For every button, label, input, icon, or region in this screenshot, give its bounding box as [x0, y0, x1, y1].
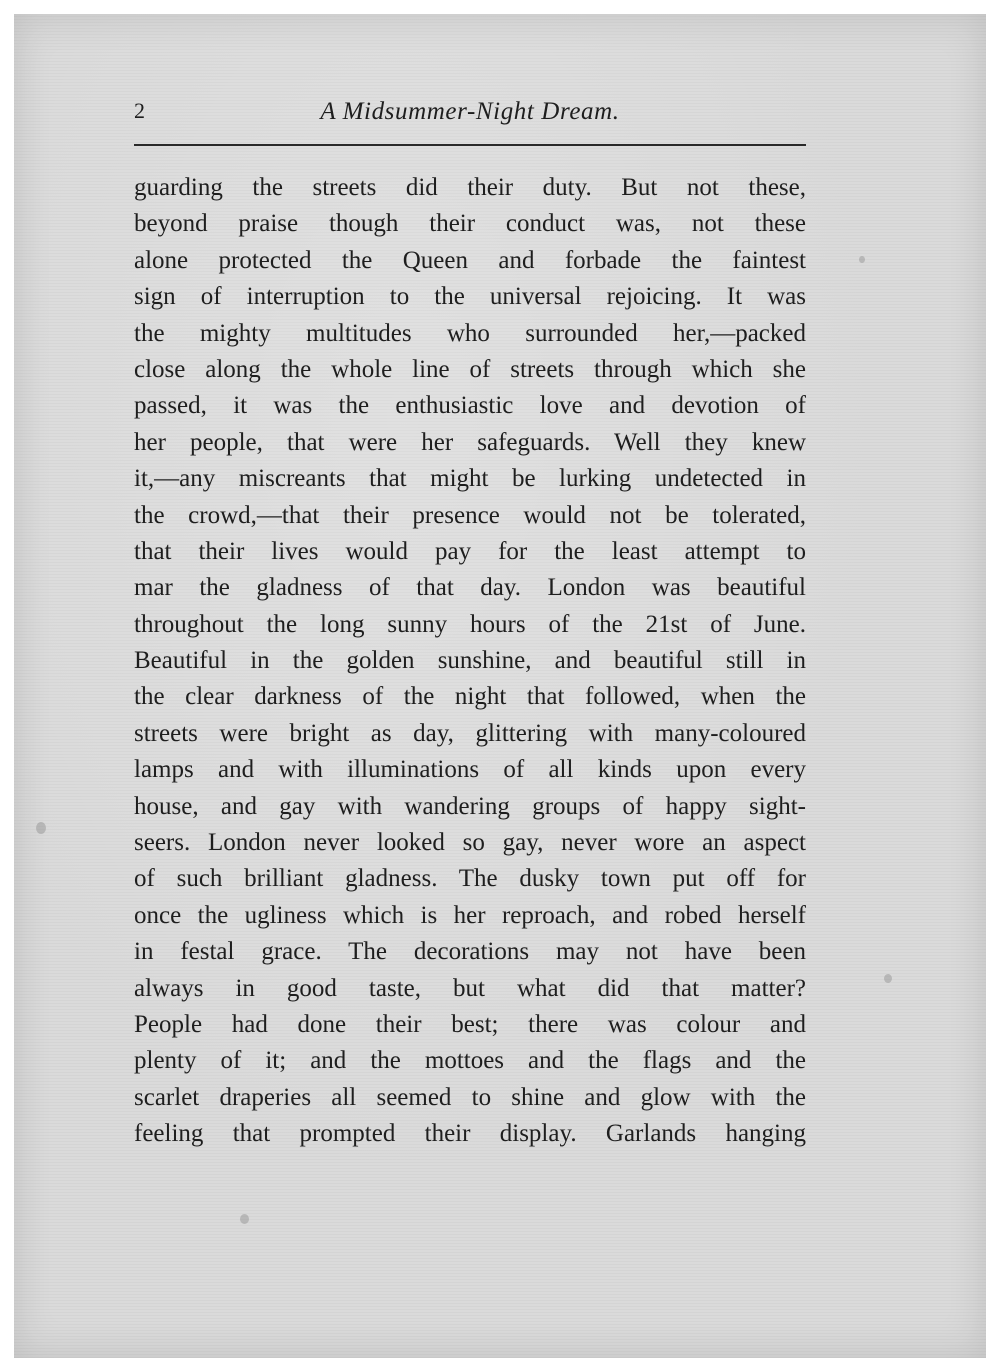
text-line: in festal grace. The decorations may not have been: [134, 938, 806, 966]
text-line: Beautiful in the golden sunshine, and beautiful still in: [134, 647, 806, 675]
text-line: always in good taste, but what did that matter?: [134, 974, 806, 1002]
text-line: of such brilliant gladness. The dusky town put off for: [134, 865, 806, 893]
text-line: People had done their best; there was colour and: [134, 1010, 806, 1038]
text-line: house, and gay with wandering groups of happy sight-: [134, 792, 806, 820]
page-header: [134, 98, 806, 134]
text-line: beyond praise though their conduct was, not these: [134, 210, 806, 238]
header-rule: [134, 144, 806, 146]
text-line: guarding the streets did their duty. But not these,: [134, 174, 806, 201]
text-line: passed, it was the enthusiastic love and devotion of: [134, 392, 806, 420]
text-line: the crowd,—that their presence would not be tolerated,: [134, 501, 806, 529]
text-line: her people, that were her safeguards. Well they knew: [134, 428, 806, 456]
paper-speck: [36, 822, 46, 834]
text-line: it,—any miscreants that might be lurking undetected in: [134, 465, 806, 493]
text-line: sign of interruption to the universal rejoicing. It was: [134, 283, 806, 311]
text-line: the clear darkness of the night that followed, when the: [134, 683, 806, 711]
paper-speck: [859, 256, 865, 263]
page-number: 2: [134, 98, 145, 123]
text-line: mar the gladness of that day. London was beautiful: [134, 574, 806, 602]
body-text: [134, 170, 806, 1153]
text-line: the mighty multitudes who surrounded her,—packed: [134, 319, 806, 347]
paper-speck: [240, 1214, 249, 1224]
text-line: seers. London never looked so gay, never wore an aspect: [134, 829, 806, 857]
text-line: feeling that prompted their display. Garlands hanging: [134, 1120, 806, 1148]
text-line: lamps and with illuminations of all kinds upon every: [134, 756, 806, 784]
text-line: throughout the long sunny hours of the 21st of June.: [134, 610, 806, 638]
running-title: A Midsummer-Night Dream.: [320, 98, 620, 125]
text-line: plenty of it; and the mottoes and the flags and the: [134, 1047, 806, 1075]
text-line: that their lives would pay for the least attempt to: [134, 537, 806, 565]
text-line: alone protected the Queen and forbade the faintest: [134, 246, 806, 274]
text-line: close along the whole line of streets through which she: [134, 355, 806, 383]
text-line: scarlet draperies all seemed to shine and glow with the: [134, 1083, 806, 1111]
text-line: once the ugliness which is her reproach, and robed herself: [134, 901, 806, 929]
text-line: streets were bright as day, glittering with many-coloured: [134, 719, 806, 747]
paper-speck: [884, 974, 892, 983]
